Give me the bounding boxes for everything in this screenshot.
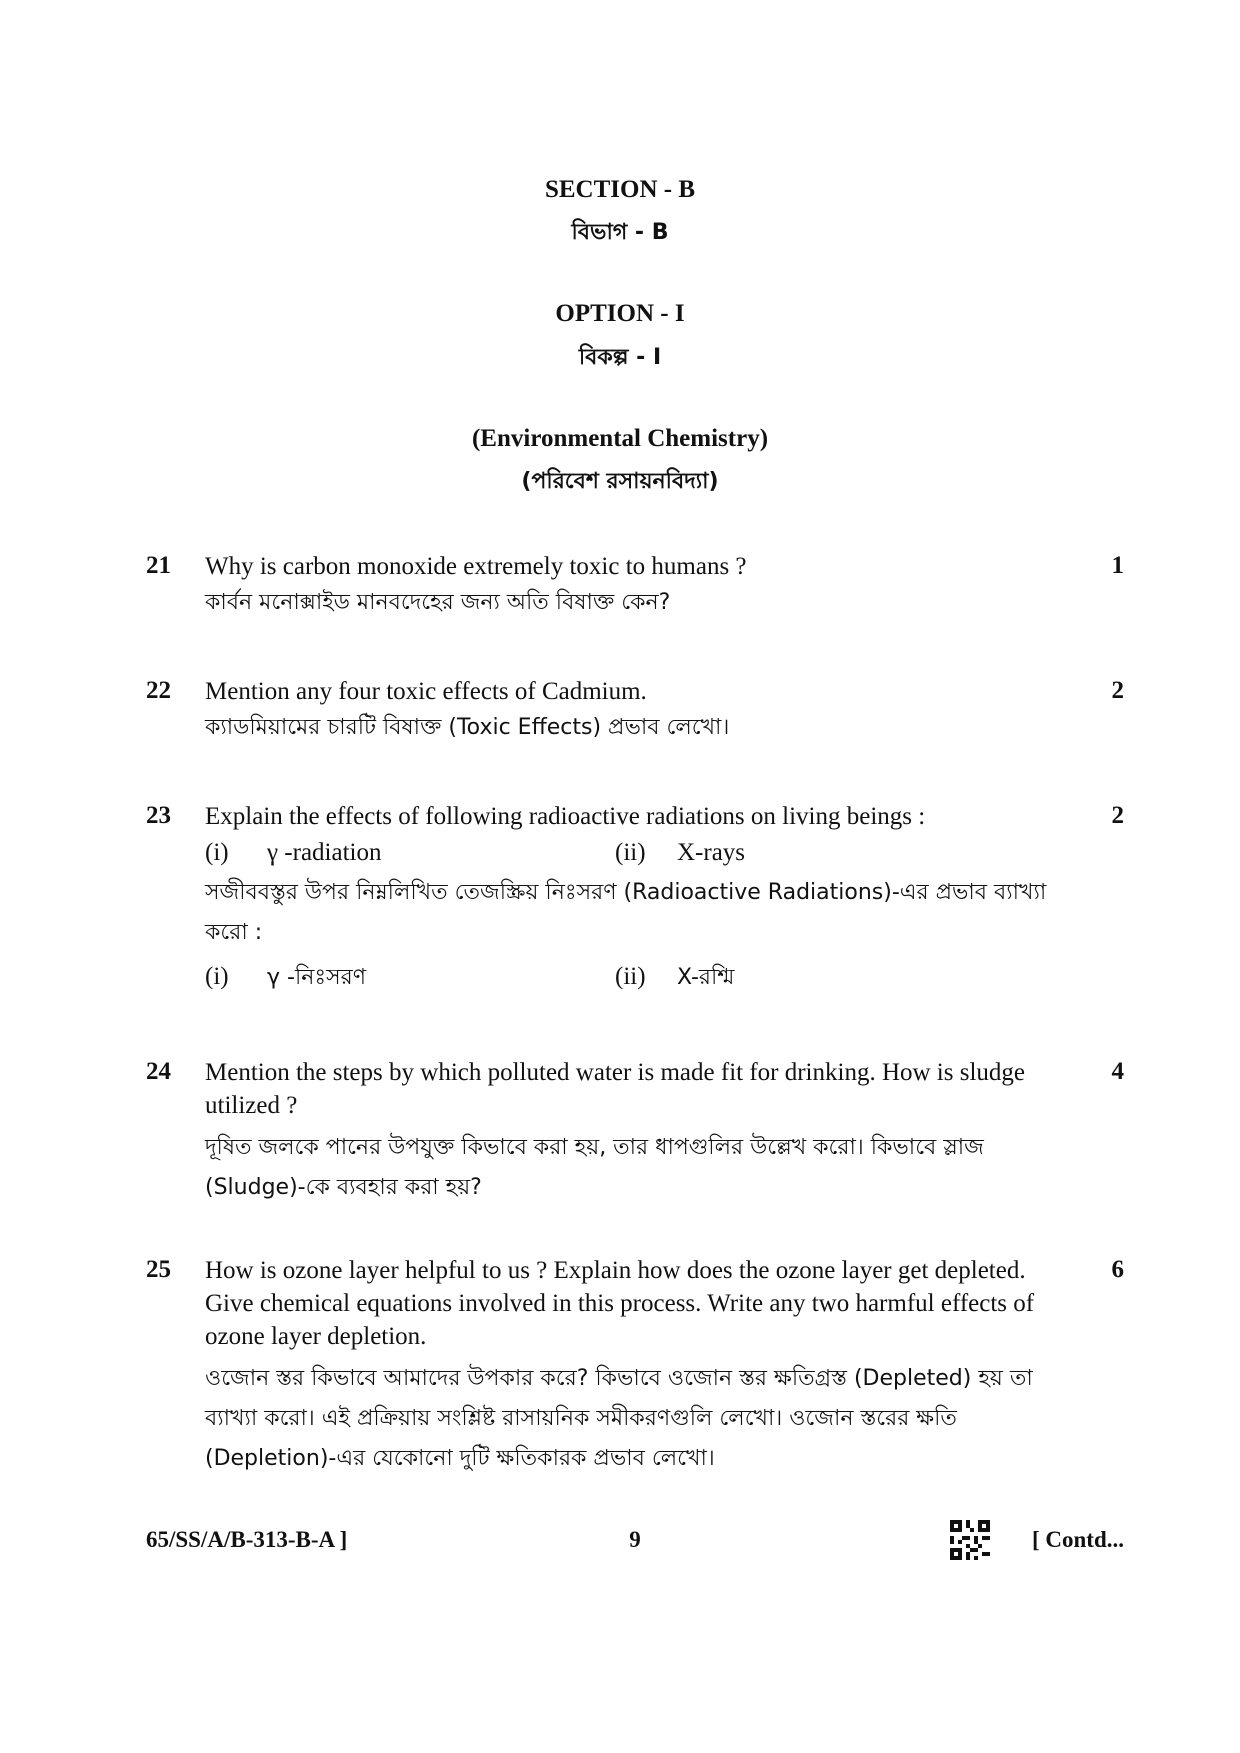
- question-text-bn: ক্যাডমিয়ামের চারটি বিষাক্ত (Toxic Effects) প্রভাব লেখো।: [205, 715, 730, 740]
- question-marks: 2: [1111, 677, 1124, 704]
- question-text-bn: ওজোন স্তর কিভাবে আমাদের উপকার করে? কিভাবে ওজোন স্তর ক্ষতিগ্রস্ত (Depleted) হয় তা ব্যাখ্যা করো। এই প্রক্রিয়ায় সংশ্লিষ্ট রাসায়নিক সমীকরণগুলি লেখো। ওজোন স্তরের ক্ষতি (Depletion)-এর যেকোনো দুটি ক্ষতিকারক প্রভাব লেখো।: [205, 1366, 1033, 1471]
- question-marks: 2: [1111, 802, 1124, 829]
- question-21: [146, 550, 1124, 640]
- question-body: [205, 1056, 1067, 1208]
- section-title-en: SECTION - B: [544, 176, 696, 203]
- option-label: (ii): [615, 963, 646, 990]
- option-item: [205, 957, 366, 998]
- qr-code-icon: [950, 1520, 990, 1560]
- page-footer: [146, 1520, 1124, 1560]
- question-text-bn: দূষিত জলকে পানের উপযুক্ত কিভাবে করা হয়, তার ধাপগুলির উল্লেখ করো। কিভাবে স্লাজ (Sludge)-কে ব্যবহার করা হয়?: [205, 1135, 984, 1200]
- question-body: [205, 675, 1067, 748]
- question-body: [205, 800, 1067, 997]
- topic-title-bn: (পরিবেশ রসায়নবিদ্যা): [521, 469, 719, 494]
- option-item: [615, 957, 734, 998]
- question-text-bn: কার্বন মনোক্সাইড মানবদেহের জন্য অতি বিষাক্ত কেন?: [205, 590, 671, 615]
- question-text-en: Mention any four toxic effects of Cadmium.: [205, 678, 647, 705]
- question-number: 22: [146, 677, 171, 704]
- question-number: 24: [146, 1058, 171, 1085]
- question-text-bn: সজীববস্তুর উপর নিম্নলিখিত তেজস্ক্রিয় নিঃসরণ (Radioactive Radiations)-এর প্রভাব ব্যাখ্যা করো :: [205, 880, 1047, 945]
- option-text: γ -radiation: [267, 839, 382, 866]
- question-marks: 1: [1111, 552, 1124, 579]
- question-text-en: Why is carbon monoxide extremely toxic to humans ?: [205, 553, 747, 580]
- option-item: [615, 833, 745, 873]
- question-number: 25: [146, 1256, 171, 1283]
- option-item: [205, 833, 381, 873]
- page-number: 9: [629, 1527, 641, 1552]
- options-en: [205, 833, 1067, 873]
- question-marks: 4: [1111, 1058, 1124, 1085]
- question-22: [146, 675, 1124, 765]
- option-title-bn: বিকল্প - I: [578, 345, 662, 370]
- question-text-en: Mention the steps by which polluted water is made fit for drinking. How is sludge utilized ?: [205, 1059, 1026, 1119]
- question-text-en: How is ozone layer helpful to us ? Explain how does the ozone layer get depleted. Give chemical equations involved in this process. Write any two harmful effects of ozone layer depletion.: [205, 1257, 1035, 1350]
- option-text: X-rays: [677, 839, 746, 866]
- question-23: [146, 800, 1124, 1010]
- option-text: γ -নিঃসরণ: [267, 965, 367, 990]
- continued-label: [ Contd...: [1031, 1527, 1124, 1552]
- option-text: X-রশ্মি: [677, 965, 735, 990]
- option-label: (i): [205, 963, 229, 990]
- question-text-en: Explain the effects of following radioactive radiations on living beings :: [205, 803, 926, 830]
- option-label: (i): [205, 839, 229, 866]
- paper-code: 65/SS/A/B-313-B-A ]: [146, 1527, 348, 1552]
- question-24: [146, 1056, 1124, 1216]
- section-title-bn: বিভাগ - B: [571, 220, 669, 245]
- question-body: [205, 1254, 1067, 1479]
- options-bn: [205, 957, 1067, 997]
- question-number: 21: [146, 552, 171, 579]
- question-marks: 6: [1111, 1256, 1124, 1283]
- question-body: [205, 550, 1067, 623]
- option-label: (ii): [615, 839, 646, 866]
- topic-title-en: (Environmental Chemistry): [471, 425, 769, 452]
- option-title-en: OPTION - I: [555, 300, 685, 327]
- question-number: 23: [146, 802, 171, 829]
- question-25: [146, 1254, 1124, 1494]
